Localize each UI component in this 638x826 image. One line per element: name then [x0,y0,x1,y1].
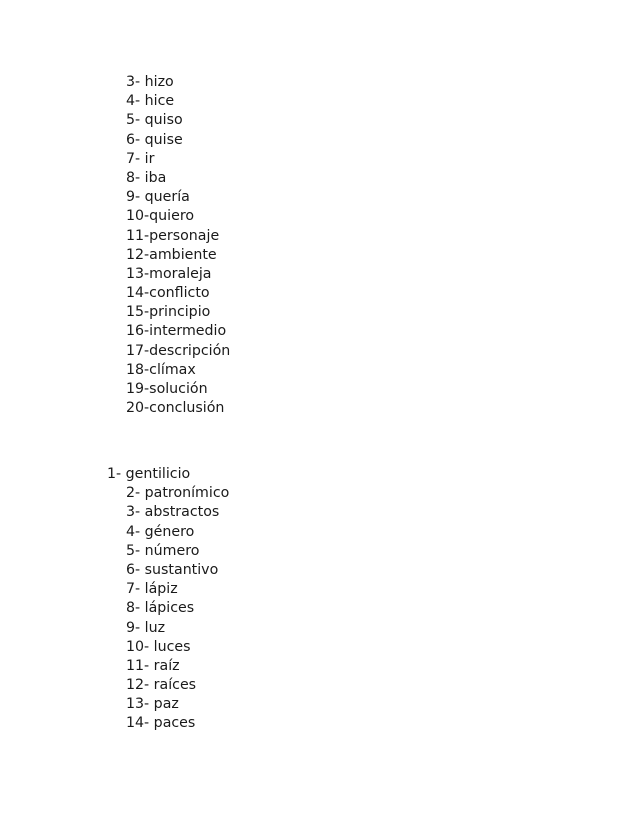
list-item: 13- paz [126,696,179,713]
list-item: 12- raíces [126,677,197,694]
list-item: 10-quiero [126,208,195,225]
list-item: 8- iba [126,169,167,186]
answer-list-first [126,73,230,418]
list-item: 3- hizo [126,74,174,90]
list-item: 9- luz [126,619,166,636]
list-item: 14-conflicto [126,285,210,302]
list-item: 11- raíz [126,657,180,674]
list-item: 18-clímax [126,361,196,378]
list-item: 4- hice [126,93,175,110]
list-item: 9- quería [126,189,190,206]
list-item: 19-solución [126,381,208,397]
list-item: 5- quiso [126,112,183,129]
list-item: 13-moraleja [126,265,212,282]
list-item: 16-intermedio [126,323,227,340]
list-item: 7- ir [126,150,155,167]
list-item: 4- género [126,523,195,540]
list-item: 11-personaje [126,227,220,244]
list-item: 6- quise [126,131,183,148]
list-item: 12-ambiente [126,246,217,263]
list-item: 15-principio [126,304,211,321]
list-item: 14- paces [126,715,196,732]
list-item: 2- patronímico [126,485,230,502]
list-item: 20-conclusión [126,400,225,417]
list-item: 8- lápices [126,600,195,617]
answer-list-second [107,465,229,734]
list-item: 1- gentilicio [107,466,191,482]
list-item: 17-descripción [126,342,231,359]
list-item: 6- sustantivo [126,561,219,578]
list-item: 3- abstractos [126,504,220,521]
list-item: 5- número [126,542,200,559]
list-item: 7- lápiz [126,581,178,598]
list-item: 10- luces [126,638,191,655]
